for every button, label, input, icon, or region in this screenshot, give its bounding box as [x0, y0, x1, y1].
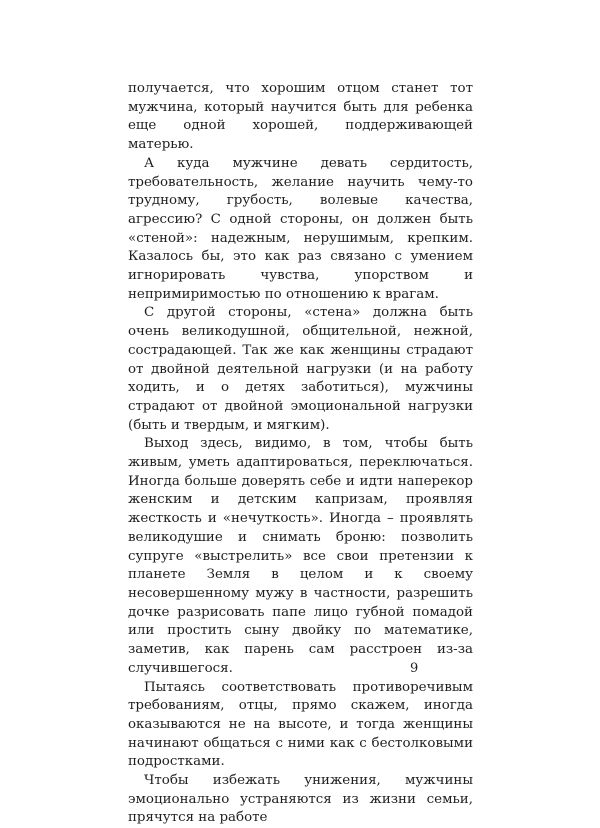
page-number: 9: [410, 661, 419, 676]
paragraph-4: Выход здесь, видимо, в том, чтобы быть живым, уметь адаптироваться, переключаться. Иногда больше доверять себе и идти наперекор женским и детским капризам, проявляя жесткость и «нечуткость». Иногда – проявлять великодушие и снимать броню: позволить супруге «выстрелить» все свои претензии к планете Земля в целом и к своему несовершенному мужу в частности, разрешить дочке разрисовать папе лицо губной помадой или простить сыну двойку по математике, заметив, как парень сам расстроен из-за случившегося.: [128, 436, 473, 676]
paragraph-3: С другой стороны, «стена» должна быть очень великодушной, общительной, нежной, сострадающей. Так же как женщины страдают от двойной деятельной нагрузки (и на работу ходить, и о детях заботиться), мужчины страдают от двойной эмоциональной нагрузки (быть и твердым, и мягким).: [128, 305, 473, 433]
paragraph-6: Чтобы избежать унижения, мужчины эмоционально устраняются из жизни семьи, прячутся на работе: [128, 773, 473, 826]
paragraph-5: Пытаясь соответствовать противоречивым требованиям, отцы, прямо скажем, иногда оказываются не на высоте, и тогда женщины начинают общаться с ними как с бестолковыми подростками.: [128, 679, 473, 770]
paragraph-1: получается, что хорошим отцом станет тот мужчина, который научится быть для ребенка еще одной хорошей, поддерживающей матерью.: [128, 81, 473, 153]
body-text: [128, 80, 473, 828]
paragraph-2: А куда мужчине девать сердитость, требовательность, желание научить чему-то трудному, грубость, волевые качества, агрессию? С одной стороны, он должен быть «стеной»: надежным, нерушимым, крепким. Казалось бы, это как раз связано с умением игнорировать чувства, упорством и непримиримостью по отношению к врагам.: [128, 155, 473, 302]
